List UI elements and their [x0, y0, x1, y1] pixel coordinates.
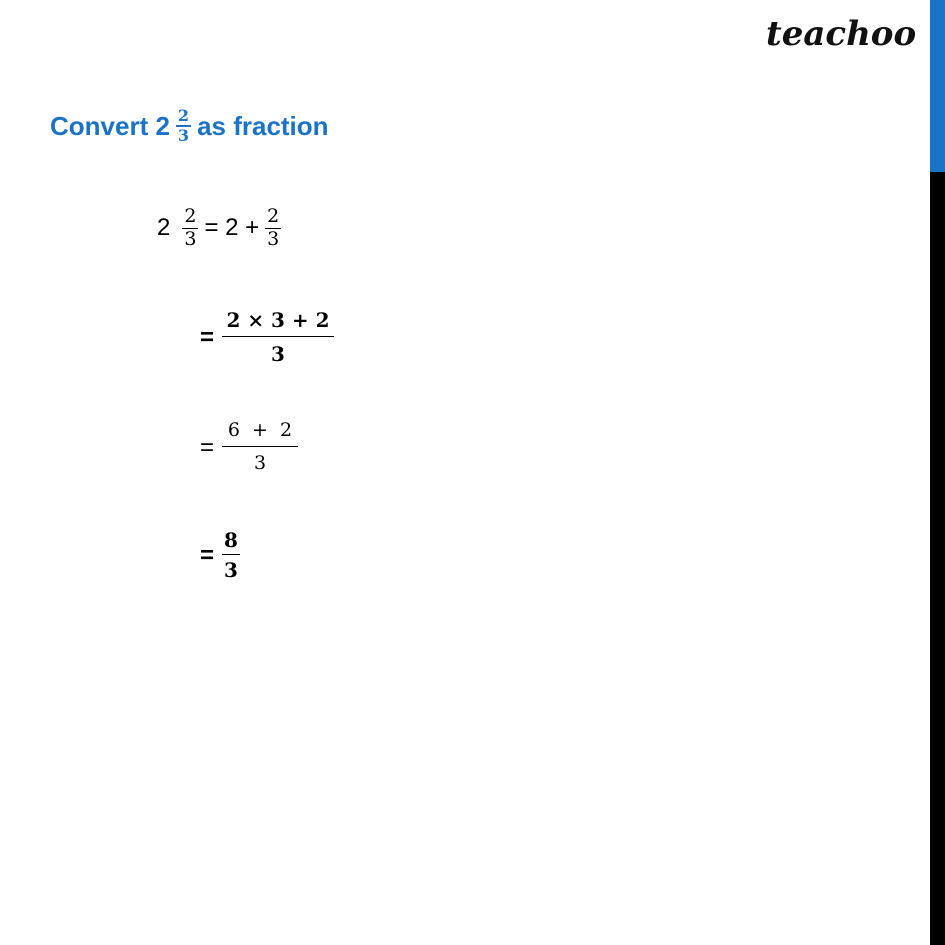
step1-rhs-numerator: 2: [267, 204, 280, 227]
step-line-1: [157, 192, 281, 264]
step1-mixed-denominator: 3: [184, 227, 197, 250]
right-sidebar: [930, 0, 945, 945]
step3-denominator: 3: [253, 452, 267, 474]
step-line-3: [200, 410, 298, 485]
step1-middle: = 2 +: [204, 214, 260, 241]
teachoo-logo: teachoo: [766, 14, 917, 54]
step1-mixed-fraction: [182, 206, 198, 251]
step-line-2: [200, 300, 334, 375]
step4-equals: =: [200, 541, 215, 569]
title-prefix: Convert 2: [50, 110, 170, 141]
step-line-4: [200, 518, 240, 593]
step1-mixed-numerator: 2: [184, 204, 197, 227]
step3-equals: =: [200, 433, 215, 461]
step1-rhs-denominator: 3: [267, 227, 280, 250]
title-fraction-denominator: 3: [177, 126, 190, 145]
step2-denominator: 3: [271, 342, 285, 366]
step4-denominator: 3: [224, 558, 238, 582]
title-fraction: [176, 107, 191, 146]
step4-fraction: [222, 529, 240, 582]
sidebar-accent: [930, 0, 945, 172]
step1-rhs-fraction: [265, 206, 281, 251]
step2-equals: =: [200, 323, 215, 351]
step2-fraction: [222, 309, 334, 366]
step3-fraction: [222, 420, 298, 475]
step2-numerator: 2 × 3 + 2: [226, 308, 330, 332]
page-title: [50, 96, 329, 156]
title-fraction-numerator: 2: [177, 105, 190, 125]
step1-whole: 2: [157, 214, 171, 241]
step3-numerator: 6 + 2: [227, 419, 293, 442]
step4-numerator: 8: [224, 528, 238, 552]
title-suffix: as fraction: [197, 110, 329, 141]
